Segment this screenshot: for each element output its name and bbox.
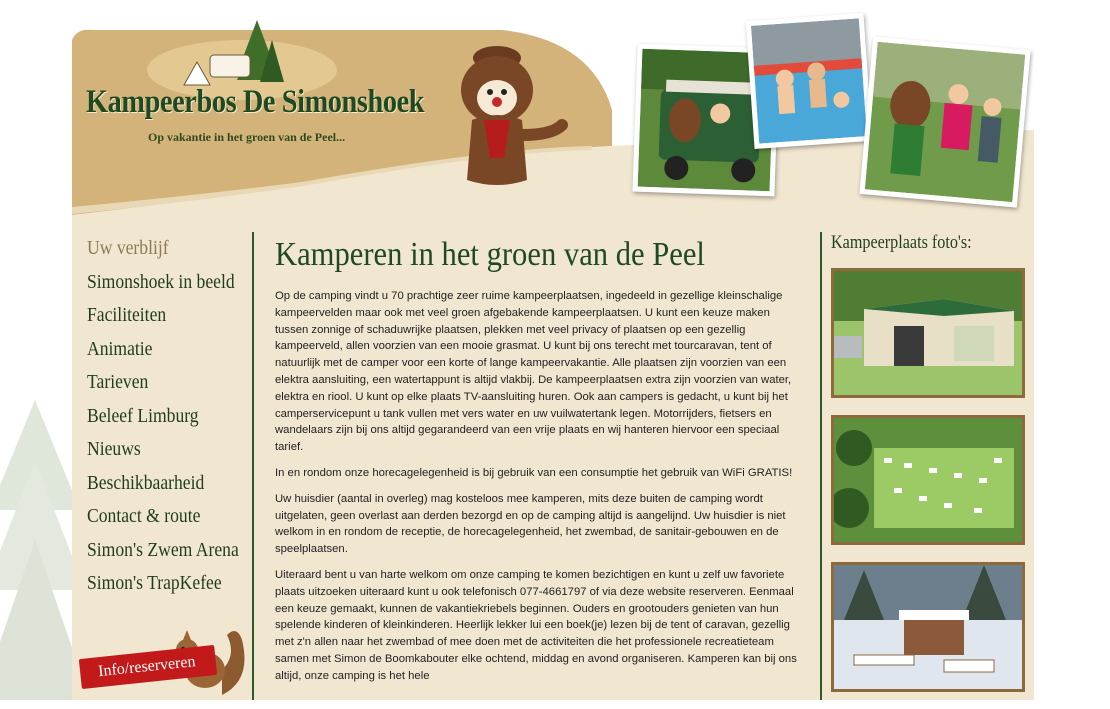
site-title[interactable]: Kampeerbos De Simonshoek — [86, 84, 425, 120]
paragraph-campsites: Op de camping vindt u 70 prachtige zeer ruime kampeerplaatsen, ingedeeld in gezellige kleinschalige kampeervelden maar ook met veel groen afgebakende kampeerplaatsen. U kunt een keuze maken tussen zonnige of schaduwrijke plaatsen, plekken met veel privacy of plaatsen op een gezellig kampeerveld, allen voorzien van een mooie grasmat. U kunt bij ons terecht met tourcaravan, tent of natuurlijk met de camper voor een korte of lange kampeervakantie. Alle plaatsen zijn voorzien van een elektra aansluiting, een watertappunt is altijd vlakbij. De kampeerplaatsen extra zijn voorzien van water, elektra en riool. U kunt op elke plaats TV-aansluiting huren. Ook aan campers is gedacht, u kunt bij het camperservicepunt u tank vullen met vers water en uw vuilwatertank legen. Motorrijders, fietsers en wandelaars zijn bij ons altijd gegarandeerd van een vrije plaats en wij hanteren hiervoor een speciaal tarief. — [275, 290, 792, 454]
campsite-photo-aerial[interactable] — [831, 415, 1025, 545]
photo-sidebar — [831, 232, 1026, 709]
paragraph-wifi: In en rondom onze horecagelegenheid is bij gebruik van een consumptie het gebruik van WiFi GRATIS! — [275, 466, 793, 479]
paragraph-pets: Uw huisdier (aantal in overleg) mag kosteloos mee kamperen, mits deze buiten de camping wordt uitgelaten, geen overlast aan derden bezorgd en op de camping altijd is aangelijnd. Uw huisdier is niet welkom in en rondom de receptie, de horecagelegenheid, het zwembad, de sanitair-gebouwen en de speelplaatsen. — [275, 492, 786, 556]
mascot-simon — [442, 40, 572, 190]
background-tree-left — [0, 400, 80, 700]
page-title: Kamperen in het groen van de Peel — [275, 236, 705, 273]
sidebar-title: Kampeerplaats foto's: — [831, 232, 972, 253]
nav-item-simonshoek-in-beeld[interactable]: Simonshoek in beeld — [87, 270, 235, 293]
nav-item-animatie[interactable]: Animatie — [87, 337, 153, 360]
nav-divider — [252, 232, 254, 700]
nav-item-simon-s-trapkefee[interactable]: Simon's TrapKefee — [87, 572, 222, 594]
campsite-photo-tent[interactable] — [831, 268, 1025, 398]
nav-item-beleef-limburg[interactable]: Beleef Limburg — [87, 404, 199, 427]
nav-list — [72, 232, 252, 601]
site-tagline: Op vakantie in het groen van de Peel... — [148, 130, 346, 144]
nav-item-uw-verblijf[interactable]: Uw verblijf — [87, 237, 169, 259]
page-container — [72, 0, 1034, 700]
reserve-button[interactable]: Info/reserveren — [79, 645, 217, 689]
campsite-photo-winter[interactable] — [831, 562, 1025, 692]
nav-item-beschikbaarheid[interactable]: Beschikbaarheid — [87, 471, 205, 494]
paragraph-visit: Uiteraard bent u van harte welkom om onze camping te komen bezichtigen en kunt u zelf uw favoriete plaats uitzoeken uiteraard kunt u ook telefonisch 077-4661797 of via deze website reserveren. Eenmaal een keuze gemaakt, kunnen de vakantiekriebels beginnen. Ouders en grootouders genieten van hun spelende kinderen of kleinkinderen. Heerlijk lekker lui een boek(je) lezen bij de tent of caravan, gezellig met z'n allen naar het zwembad of mee doen met de activiteiten die het professionele recreatieteam samen met Simon de Boomkabouter elke ochtend, middag en avond organiseren. Kamperen kan bij ons altijd, onze camping is het hele — [275, 568, 797, 682]
nav-item-contact-route[interactable]: Contact & route — [87, 505, 201, 527]
main-content — [275, 232, 805, 700]
nav-item-faciliteiten[interactable]: Faciliteiten — [87, 304, 167, 326]
sidebar-divider — [820, 232, 822, 700]
nav-item-tarieven[interactable]: Tarieven — [87, 371, 149, 393]
header — [72, 0, 1034, 225]
nav-item-nieuws[interactable]: Nieuws — [87, 438, 141, 460]
nav-item-simon-s-zwem-arena[interactable]: Simon's Zwem Arena — [87, 538, 239, 561]
header-photo-animation — [859, 36, 1030, 207]
header-photo-pool — [746, 13, 873, 149]
